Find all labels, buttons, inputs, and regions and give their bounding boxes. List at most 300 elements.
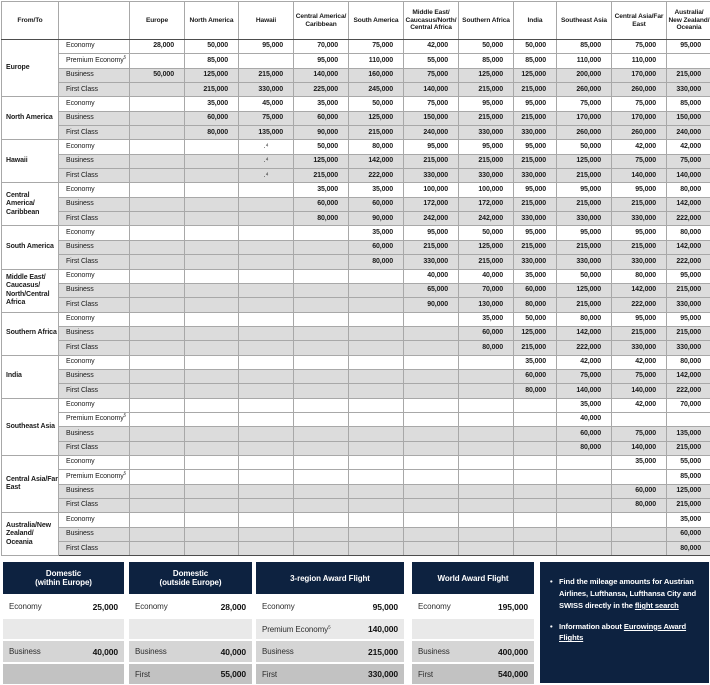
mileage-cell: [404, 499, 459, 513]
mileage-cell: [239, 269, 294, 283]
cabin-class-label: Business: [59, 240, 130, 254]
mileage-cell: [130, 197, 185, 211]
mileage-cell: 80,000: [612, 269, 667, 283]
mileage-cell: [557, 542, 612, 556]
mileage-cell: [239, 312, 294, 326]
table-row: [2, 427, 710, 441]
mileage-cell: 75,000: [557, 369, 612, 383]
mileage-cell: [130, 111, 185, 125]
mileage-cell: [404, 484, 459, 498]
mileage-cell: [130, 384, 185, 398]
mileage-cell: [185, 255, 239, 269]
mileage-cell: 125,000: [514, 326, 557, 340]
mileage-cell: 260,000: [557, 126, 612, 140]
mileage-cell: [185, 542, 239, 556]
mileage-cell: 215,000: [185, 83, 239, 97]
mileage-cell: [404, 341, 459, 355]
mileage-cell: 200,000: [557, 68, 612, 82]
mileage-cell: 215,000: [459, 255, 514, 269]
table-row: [2, 398, 710, 412]
mileage-cell: 40,000: [557, 412, 612, 426]
region-label: Southern Africa: [2, 312, 59, 355]
column-header: Australia/​New Zealand/​Oceania: [667, 2, 710, 40]
mileage-value: 28,000: [221, 602, 246, 612]
mileage-value: 330,000: [368, 669, 398, 679]
column-header: Southern Africa: [459, 2, 514, 40]
mileage-cell: [185, 298, 239, 312]
mileage-cell: [130, 226, 185, 240]
mileage-cell: [612, 412, 667, 426]
cabin-class-label: Premium Economy$^5$: [59, 470, 130, 484]
mileage-cell: [294, 269, 349, 283]
mileage-value: 95,000: [373, 602, 398, 612]
mileage-cell: [130, 412, 185, 426]
cabin-label: First: [135, 670, 150, 679]
info-text: Information about Eurowings Award Flights: [559, 621, 699, 645]
mileage-cell: [349, 542, 404, 556]
mileage-cell: [239, 427, 294, 441]
mileage-cell: [612, 470, 667, 484]
region-label: India: [2, 355, 59, 398]
mileage-cell: [185, 269, 239, 283]
mileage-cell: 35,000: [185, 97, 239, 111]
mileage-cell: 215,000: [557, 240, 612, 254]
table-row: [2, 255, 710, 269]
mileage-cell: 80,000: [185, 126, 239, 140]
column-header: Central Asia/​Far East: [612, 2, 667, 40]
mileage-cell: [130, 126, 185, 140]
mileage-cell: 110,000: [349, 54, 404, 68]
table-row: [2, 154, 710, 168]
mileage-cell: [239, 255, 294, 269]
mileage-cell: 170,000: [612, 68, 667, 82]
cabin-class-label: Economy: [59, 97, 130, 111]
mileage-cell: [349, 455, 404, 469]
mileage-cell: 150,000: [667, 111, 710, 125]
cabin-class-label: Economy: [59, 513, 130, 527]
mileage-cell: 75,000: [349, 40, 404, 54]
mileage-cell: [130, 312, 185, 326]
mileage-cell: [349, 484, 404, 498]
mileage-cell: 85,000: [459, 54, 514, 68]
column-header: Southeast Asia: [557, 2, 612, 40]
mileage-cell: 330,000: [667, 83, 710, 97]
mileage-cell: [130, 427, 185, 441]
cabin-column-header: [59, 2, 130, 40]
mileage-cell: 85,000: [514, 54, 557, 68]
mileage-cell: 330,000: [612, 212, 667, 226]
cabin-class-label: Business: [59, 427, 130, 441]
mileage-cell: 125,000: [557, 154, 612, 168]
mileage-cell: [294, 398, 349, 412]
table-row: [2, 240, 710, 254]
mileage-cell: 80,000: [349, 255, 404, 269]
cabin-label: Economy: [9, 602, 42, 611]
mileage-cell: [130, 212, 185, 226]
mileage-cell: [294, 369, 349, 383]
region-label: Middle East/​Caucasus/​North/​Central Africa: [2, 269, 59, 312]
mileage-cell: 222,000: [612, 298, 667, 312]
cabin-class-label: Business: [59, 326, 130, 340]
mileage-cell: [130, 341, 185, 355]
info-bullet: [550, 576, 699, 611]
mileage-cell: [239, 455, 294, 469]
table-row: [2, 470, 710, 484]
mileage-cell: [130, 240, 185, 254]
mileage-cell: 95,000: [514, 226, 557, 240]
mileage-cell: 85,000: [185, 54, 239, 68]
table-row: [2, 513, 710, 527]
mileage-cell: 222,000: [667, 255, 710, 269]
award-box: [129, 562, 252, 684]
mileage-cell: 215,000: [349, 126, 404, 140]
mileage-value: 540,000: [498, 669, 528, 679]
mileage-cell: [130, 484, 185, 498]
mileage-cell: [404, 455, 459, 469]
region-label: South America: [2, 226, 59, 269]
mileage-cell: 80,000: [349, 140, 404, 154]
mileage-cell: [459, 527, 514, 541]
table-row: [2, 355, 710, 369]
table-row: [2, 269, 710, 283]
mileage-cell: 95,000: [404, 140, 459, 154]
mileage-cell: [459, 412, 514, 426]
mileage-cell: [130, 83, 185, 97]
mileage-cell: 222,000: [557, 341, 612, 355]
mileage-cell: 142,000: [557, 326, 612, 340]
award-box-row: [256, 596, 404, 617]
mileage-cell: 75,000: [557, 97, 612, 111]
mileage-cell: [239, 542, 294, 556]
mileage-cell: [349, 427, 404, 441]
mileage-cell: [185, 355, 239, 369]
table-row: [2, 412, 710, 426]
mileage-cell: 330,000: [459, 126, 514, 140]
mileage-cell: 95,000: [557, 183, 612, 197]
mileage-cell: 50,000: [130, 68, 185, 82]
mileage-cell: 135,000: [239, 126, 294, 140]
mileage-cell: [294, 283, 349, 297]
mileage-cell: 140,000: [612, 169, 667, 183]
cabin-class-label: Business: [59, 197, 130, 211]
mileage-cell: 130,000: [459, 298, 514, 312]
award-box-empty-row: [129, 619, 252, 640]
mileage-cell: [459, 427, 514, 441]
mileage-cell: 260,000: [612, 126, 667, 140]
award-box-row: [129, 664, 252, 685]
mileage-cell: [514, 412, 557, 426]
mileage-cell: 240,000: [404, 126, 459, 140]
mileage-cell: [185, 240, 239, 254]
mileage-cell: 95,000: [612, 312, 667, 326]
table-row: [2, 169, 710, 183]
mileage-cell: 95,000: [514, 140, 557, 154]
mileage-cell: [459, 384, 514, 398]
mileage-cell: 330,000: [404, 255, 459, 269]
mileage-cell: 28,000: [130, 40, 185, 54]
mileage-cell: [239, 527, 294, 541]
mileage-cell: 215,000: [514, 83, 557, 97]
mileage-cell: [459, 398, 514, 412]
mileage-cell: [185, 197, 239, 211]
mileage-cell: [404, 427, 459, 441]
mileage-cell: 35,000: [294, 183, 349, 197]
award-box-row: [412, 596, 534, 617]
mileage-cell: 170,000: [557, 111, 612, 125]
mileage-cell: 75,000: [404, 68, 459, 82]
mileage-cell: 150,000: [404, 111, 459, 125]
info-link[interactable]: flight search: [635, 601, 679, 610]
mileage-cell: [349, 527, 404, 541]
cabin-label: Business: [9, 647, 41, 656]
mileage-cell: 215,000: [667, 283, 710, 297]
cabin-class-label: Business: [59, 283, 130, 297]
table-row: [2, 283, 710, 297]
mileage-cell: 215,000: [612, 326, 667, 340]
mileage-cell: [514, 499, 557, 513]
mileage-cell: 100,000: [459, 183, 514, 197]
mileage-cell: [294, 542, 349, 556]
mileage-cell: 95,000: [404, 226, 459, 240]
info-link[interactable]: Eurowings Award Flights: [559, 622, 686, 643]
mileage-cell: 50,000: [514, 40, 557, 54]
mileage-cell: 215,000: [514, 154, 557, 168]
mileage-cell: 215,000: [459, 154, 514, 168]
mileage-cell: [404, 398, 459, 412]
column-header: Hawaii: [239, 2, 294, 40]
mileage-cell: 80,000: [514, 298, 557, 312]
mileage-cell: [294, 341, 349, 355]
mileage-cell: 142,000: [667, 369, 710, 383]
mileage-cell: 45,000: [239, 97, 294, 111]
mileage-cell: 85,000: [667, 97, 710, 111]
column-header: Europe: [130, 2, 185, 40]
mileage-cell: [404, 412, 459, 426]
mileage-cell: 140,000: [612, 384, 667, 398]
mileage-cell: .⁴: [239, 169, 294, 183]
mileage-cell: [557, 513, 612, 527]
mileage-cell: [557, 470, 612, 484]
mileage-cell: 215,000: [239, 68, 294, 82]
region-label: Hawaii: [2, 140, 59, 183]
mileage-cell: [294, 412, 349, 426]
mileage-cell: 215,000: [294, 169, 349, 183]
mileage-cell: 140,000: [294, 68, 349, 82]
award-box-row: [256, 664, 404, 685]
mileage-cell: 222,000: [667, 212, 710, 226]
mileage-cell: [459, 355, 514, 369]
mileage-cell: [612, 513, 667, 527]
mileage-cell: 240,000: [667, 126, 710, 140]
mileage-cell: 80,000: [667, 355, 710, 369]
corner-header-from-to: From/To: [2, 2, 59, 40]
mileage-cell: 90,000: [349, 212, 404, 226]
mileage-cell: [667, 412, 710, 426]
mileage-cell: [185, 384, 239, 398]
mileage-cell: [239, 470, 294, 484]
mileage-cell: [294, 298, 349, 312]
mileage-cell: [185, 427, 239, 441]
mileage-cell: [239, 398, 294, 412]
mileage-cell: [185, 140, 239, 154]
mileage-cell: 90,000: [294, 126, 349, 140]
table-row: [2, 499, 710, 513]
cabin-label: Economy: [262, 602, 295, 611]
award-box-row: [412, 641, 534, 662]
award-box-title: Domestic (within Europe): [3, 562, 124, 594]
mileage-cell: [557, 484, 612, 498]
mileage-cell: [185, 398, 239, 412]
mileage-cell: 330,000: [557, 255, 612, 269]
mileage-cell: 85,000: [667, 470, 710, 484]
mileage-cell: 170,000: [612, 111, 667, 125]
bullet-icon: •: [550, 576, 559, 611]
mileage-cell: [130, 527, 185, 541]
table-row: [2, 97, 710, 111]
table-row: [2, 312, 710, 326]
mileage-cell: 35,000: [612, 455, 667, 469]
mileage-cell: 50,000: [557, 269, 612, 283]
mileage-cell: 60,000: [514, 283, 557, 297]
mileage-cell: [130, 183, 185, 197]
mileage-cell: 80,000: [612, 499, 667, 513]
mileage-cell: 215,000: [459, 111, 514, 125]
mileage-cell: 95,000: [514, 97, 557, 111]
mileage-cell: [349, 341, 404, 355]
mileage-cell: [349, 326, 404, 340]
mileage-cell: [239, 212, 294, 226]
mileage-cell: [130, 513, 185, 527]
table-row: [2, 68, 710, 82]
mileage-cell: [349, 369, 404, 383]
table-row: [2, 326, 710, 340]
region-label: Southeast Asia: [2, 398, 59, 455]
mileage-cell: [514, 527, 557, 541]
mileage-cell: [349, 283, 404, 297]
mileage-cell: [185, 169, 239, 183]
mileage-cell: [294, 384, 349, 398]
mileage-cell: 50,000: [459, 226, 514, 240]
mileage-cell: [185, 369, 239, 383]
mileage-cell: [514, 513, 557, 527]
mileage-cell: [239, 412, 294, 426]
award-box-title: Domestic (outside Europe): [129, 562, 252, 594]
mileage-cell: [130, 499, 185, 513]
mileage-cell: [349, 355, 404, 369]
mileage-cell: [557, 499, 612, 513]
mileage-cell: 80,000: [667, 226, 710, 240]
mileage-cell: 40,000: [404, 269, 459, 283]
cabin-label: Business: [418, 647, 450, 656]
cabin-label: Business: [135, 647, 167, 656]
mileage-cell: [185, 154, 239, 168]
mileage-cell: [185, 326, 239, 340]
mileage-cell: 260,000: [612, 83, 667, 97]
mileage-cell: 142,000: [667, 197, 710, 211]
mileage-cell: [185, 283, 239, 297]
mileage-cell: 110,000: [612, 54, 667, 68]
table-header-row: [2, 2, 710, 40]
mileage-cell: 215,000: [667, 68, 710, 82]
mileage-cell: 215,000: [557, 197, 612, 211]
mileage-cell: [294, 527, 349, 541]
mileage-cell: 55,000: [404, 54, 459, 68]
mileage-cell: .⁴: [239, 140, 294, 154]
mileage-cell: [130, 326, 185, 340]
mileage-cell: 50,000: [349, 97, 404, 111]
mileage-cell: [349, 384, 404, 398]
mileage-cell: 35,000: [459, 312, 514, 326]
award-box-empty-row: [3, 664, 124, 685]
mileage-cell: 75,000: [612, 427, 667, 441]
mileage-cell: [130, 154, 185, 168]
award-box-row: [3, 596, 124, 617]
table-row: [2, 126, 710, 140]
mileage-cell: [557, 527, 612, 541]
mileage-cell: 125,000: [185, 68, 239, 82]
mileage-value: 195,000: [498, 602, 528, 612]
mileage-cell: 95,000: [294, 54, 349, 68]
mileage-cell: [349, 298, 404, 312]
mileage-cell: 125,000: [557, 283, 612, 297]
cabin-class-label: Economy: [59, 183, 130, 197]
table-row: [2, 54, 710, 68]
mileage-cell: [294, 312, 349, 326]
award-box-title: World Award Flight: [412, 562, 534, 594]
mileage-cell: [404, 384, 459, 398]
mileage-cell: 95,000: [612, 183, 667, 197]
mileage-cell: [130, 369, 185, 383]
mileage-cell: [404, 441, 459, 455]
mileage-cell: [404, 470, 459, 484]
mileage-cell: 75,000: [612, 97, 667, 111]
mileage-cell: [514, 455, 557, 469]
mileage-cell: 330,000: [514, 169, 557, 183]
table-row: [2, 341, 710, 355]
mileage-cell: [404, 326, 459, 340]
cabin-class-label: Economy: [59, 355, 130, 369]
cabin-class-label: Economy: [59, 455, 130, 469]
mileage-cell: [349, 470, 404, 484]
cabin-class-label: Business: [59, 111, 130, 125]
mileage-cell: 65,000: [404, 283, 459, 297]
award-box-row: [412, 664, 534, 685]
mileage-cell: [294, 499, 349, 513]
mileage-cell: 215,000: [514, 341, 557, 355]
table-row: [2, 212, 710, 226]
mileage-cell: [557, 455, 612, 469]
mileage-cell: 42,000: [667, 140, 710, 154]
cabin-class-label: First Class: [59, 298, 130, 312]
mileage-cell: 215,000: [514, 240, 557, 254]
mileage-cell: [459, 441, 514, 455]
mileage-cell: 160,000: [349, 68, 404, 82]
mileage-cell: 245,000: [349, 83, 404, 97]
mileage-cell: 60,000: [667, 527, 710, 541]
award-mileage-table: [1, 1, 710, 556]
mileage-cell: 80,000: [459, 341, 514, 355]
mileage-cell: [349, 269, 404, 283]
mileage-cell: 110,000: [557, 54, 612, 68]
mileage-cell: 50,000: [459, 40, 514, 54]
mileage-cell: [239, 226, 294, 240]
mileage-cell: [514, 441, 557, 455]
mileage-cell: 330,000: [557, 212, 612, 226]
mileage-cell: 35,000: [667, 513, 710, 527]
mileage-cell: 42,000: [404, 40, 459, 54]
mileage-cell: 75,000: [667, 154, 710, 168]
mileage-cell: [239, 341, 294, 355]
